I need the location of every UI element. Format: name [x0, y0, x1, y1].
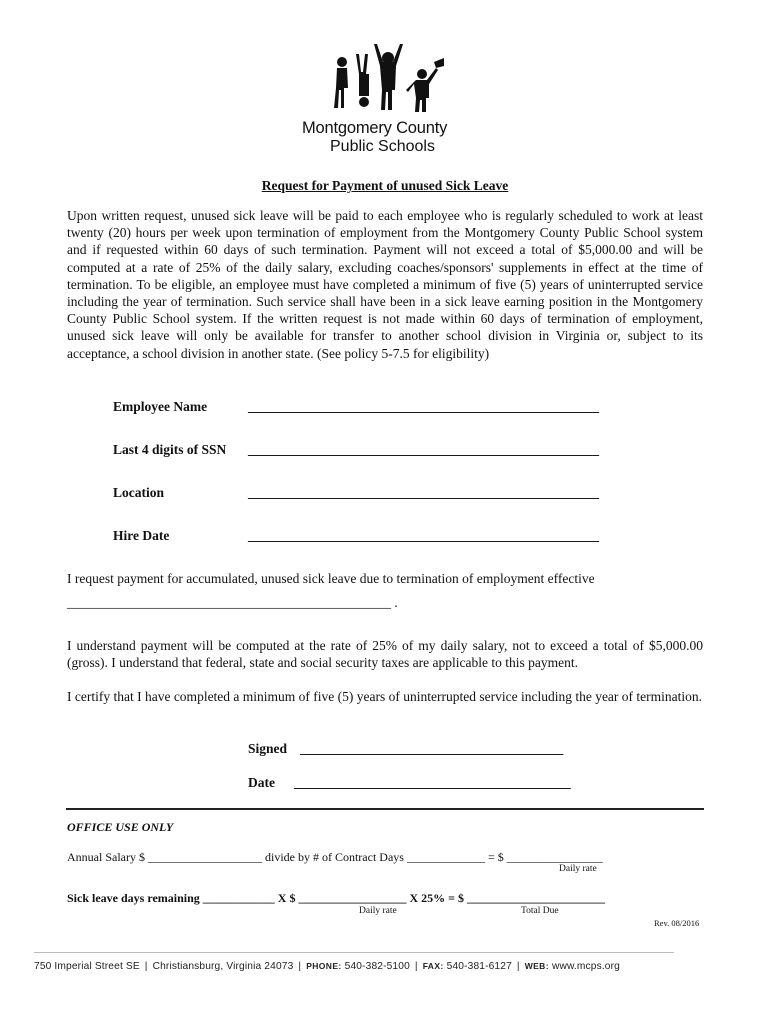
children-silhouette-icon [330, 40, 445, 116]
total-due-caption: Total Due [521, 906, 559, 916]
footer-contact [34, 961, 620, 972]
footer-web-label: WEB: [524, 961, 549, 971]
footer-separator: | [144, 961, 148, 972]
footer-rule [34, 952, 674, 953]
location-field[interactable]: ____________________________________________________ [248, 485, 599, 500]
date-label: Date [248, 775, 275, 790]
section-divider [66, 808, 704, 810]
footer-separator: | [516, 961, 520, 972]
school-logo [300, 40, 475, 160]
footer-web-link[interactable]: www.mcps.org [551, 961, 620, 972]
footer-separator: | [414, 961, 418, 972]
date-field[interactable]: _________________________________________ [294, 775, 571, 790]
logo-text-line2: Public Schools [330, 138, 435, 155]
effective-date-field[interactable]: ________________________________________________ . [67, 595, 398, 610]
footer-separator: | [298, 961, 302, 972]
footer-fax: 540-381-6127 [446, 961, 512, 972]
sick-leave-calc[interactable]: Sick leave days remaining ____________ X $ __________________ X 25% = $ _______________________ [67, 891, 605, 905]
logo-text-line1: Montgomery County [302, 119, 448, 137]
revision-date: Rev. 08/2016 [654, 918, 700, 928]
footer-phone: 540-382-5100 [344, 961, 410, 972]
intro-paragraph: Upon written request, unused sick leave will be paid to each employee who is regularly scheduled to work at least twenty (20) hours per week upon termination of employment from the Montgomery County Public School system and if requested within 60 days of such termination. Payment will not exceed a total of $5,000.00 and will be computed at a rate of 25% of the daily salary, excluding coaches/sponsors' supplements in effect at the time of termination. To be eligible, an employee must have completed a minimum of five (5) years of uninterrupted service including the year of termination. Such service shall have been in a sick leave earning position in the Montgomery County Public School system. If the written request is not made within 60 days of termination of employment, unused sick leave will only be available for transfer to another school division in Virginia or, subject to its acceptance, a school division in another state. (See policy 5-7.5 for eligibility) [67, 208, 703, 361]
office-use-heading: OFFICE USE ONLY [67, 820, 174, 834]
employee-name-field[interactable]: ____________________________________________________ [248, 399, 599, 414]
certify-statement: I certify that I have completed a minimum of five (5) years of uninterrupted service including the year of termination. [67, 689, 703, 704]
annual-salary-calc[interactable]: Annual Salary $ ___________________ divide by # of Contract Days _____________ = $ ________________ [67, 850, 603, 864]
signed-label: Signed [248, 741, 288, 756]
footer-fax-label: FAX: [422, 961, 444, 971]
hire-date-label: Hire Date [113, 528, 170, 543]
form-title: Request for Payment of unused Sick Leave [261, 178, 509, 193]
daily-rate-caption-2: Daily rate [359, 906, 397, 916]
request-statement: I request payment for accumulated, unused sick leave due to termination of employment effective [67, 571, 595, 586]
daily-rate-caption-1: Daily rate [559, 864, 597, 874]
footer-phone-label: PHONE: [306, 961, 342, 971]
footer-address: 750 Imperial Street SE [34, 961, 140, 972]
signature-field[interactable]: _______________________________________ [300, 741, 564, 756]
understand-statement: I understand payment will be computed at the rate of 25% of my daily salary, not to exceed a total of $5,000.00 (gross). I understand that federal, state and social security taxes are applicable to this payment. [67, 638, 703, 671]
ssn-field[interactable]: ____________________________________________________ [248, 442, 599, 457]
ssn-label: Last 4 digits of SSN [113, 442, 227, 457]
hire-date-field[interactable]: ____________________________________________________ [248, 528, 599, 543]
employee-name-label: Employee Name [113, 399, 208, 414]
footer-city: Christiansburg, Virginia 24073 [152, 961, 294, 972]
location-label: Location [113, 485, 165, 500]
